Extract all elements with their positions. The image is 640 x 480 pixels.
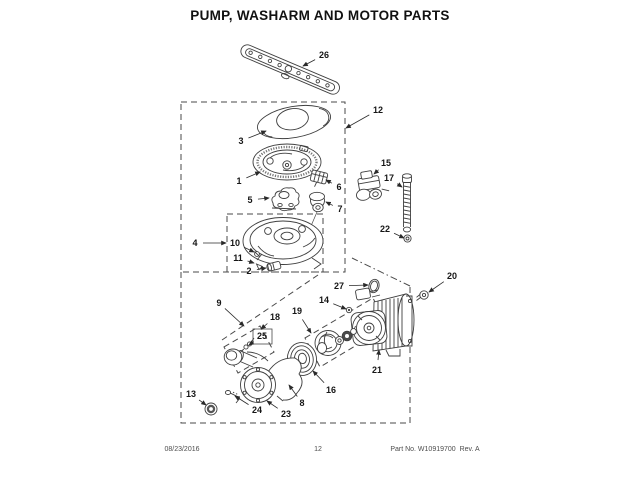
part-23-pump-housing [236, 350, 303, 403]
callout-label-15: 15 [380, 158, 392, 169]
callout-leader-17 [397, 184, 402, 187]
footer-part-number: Part No. W10919700 Rev. A [390, 446, 480, 453]
footer-date: 08/23/2016 [164, 446, 200, 453]
callout-label-17: 17 [383, 173, 395, 184]
callout-label-14: 14 [318, 295, 330, 306]
part-17-fill-hose [403, 174, 412, 232]
callout-leader-26 [303, 60, 315, 66]
callout-label-19: 19 [291, 306, 303, 317]
callout-leader-5 [258, 198, 269, 199]
callout-leader-7 [326, 202, 333, 205]
callout-label-24: 24 [251, 405, 263, 416]
callout-label-25: 25 [256, 331, 268, 342]
part-sump-assembly [243, 218, 323, 270]
part-6-check-valve [309, 170, 328, 189]
callout-leader-22 [394, 233, 404, 238]
callout-label-2: 2 [246, 266, 252, 277]
callout-label-3: 3 [238, 136, 244, 147]
callout-leader-11 [248, 261, 254, 263]
callout-leader-9 [225, 308, 244, 326]
callout-leader-6 [326, 180, 332, 183]
callout-leader-20 [429, 282, 444, 292]
callout-leader-19 [302, 319, 311, 333]
callout-label-18: 18 [269, 312, 281, 323]
callout-label-13: 13 [185, 389, 197, 400]
callout-label-23: 23 [280, 409, 292, 420]
part-10-fastener [255, 252, 260, 257]
callout-label-5: 5 [247, 195, 253, 206]
callout-leader-14 [333, 304, 346, 309]
callout-leader-21 [378, 350, 379, 360]
callout-leader-15 [374, 170, 379, 174]
callout-label-20: 20 [446, 271, 458, 282]
part-3-filter-cover [255, 100, 333, 143]
callout-leader-13 [199, 400, 206, 405]
callout-label-1: 1 [236, 176, 242, 187]
footer-page-number: 12 [314, 446, 322, 453]
callout-leader-23 [267, 401, 278, 408]
callout-label-10: 10 [229, 238, 241, 249]
callout-leader-1 [246, 172, 260, 178]
parts-layer [205, 43, 428, 415]
callout-leader-18 [261, 324, 267, 329]
part-7-valve-seat [310, 192, 325, 211]
callout-leader-16 [313, 371, 324, 383]
callout-label-9: 9 [216, 298, 222, 309]
callout-label-21: 21 [371, 365, 383, 376]
part-20-screw [417, 291, 429, 301]
part-inlet-cap [224, 349, 242, 365]
box-9-diagonal [352, 258, 410, 286]
page-title: PUMP, WASHARM AND MOTOR PARTS [190, 8, 450, 23]
callout-label-16: 16 [325, 385, 337, 396]
part-21-motor [350, 288, 414, 356]
callout-label-11: 11 [233, 253, 243, 264]
callout-label-12: 12 [372, 105, 384, 116]
part-24-screw [225, 391, 238, 398]
part-impeller-and-seals [315, 326, 356, 356]
callout-label-6: 6 [336, 182, 342, 193]
part-25-clamp [241, 338, 255, 352]
part-13-grommet [205, 403, 217, 415]
callout-label-27: 27 [333, 281, 345, 292]
part-22-clamp [404, 235, 411, 242]
callout-label-8: 8 [299, 398, 305, 409]
part-14-seal-ring [346, 307, 351, 312]
part-1-filter-assembly [253, 144, 321, 180]
callout-label-22: 22 [379, 224, 391, 235]
callout-leader-27 [349, 285, 368, 286]
part-5-support [272, 188, 299, 211]
callout-label-4: 4 [192, 238, 198, 249]
box-9-inner-line [222, 275, 318, 340]
callout-label-7: 7 [337, 204, 343, 215]
callout-label-26: 26 [318, 50, 330, 61]
callout-leader-12 [346, 115, 369, 128]
